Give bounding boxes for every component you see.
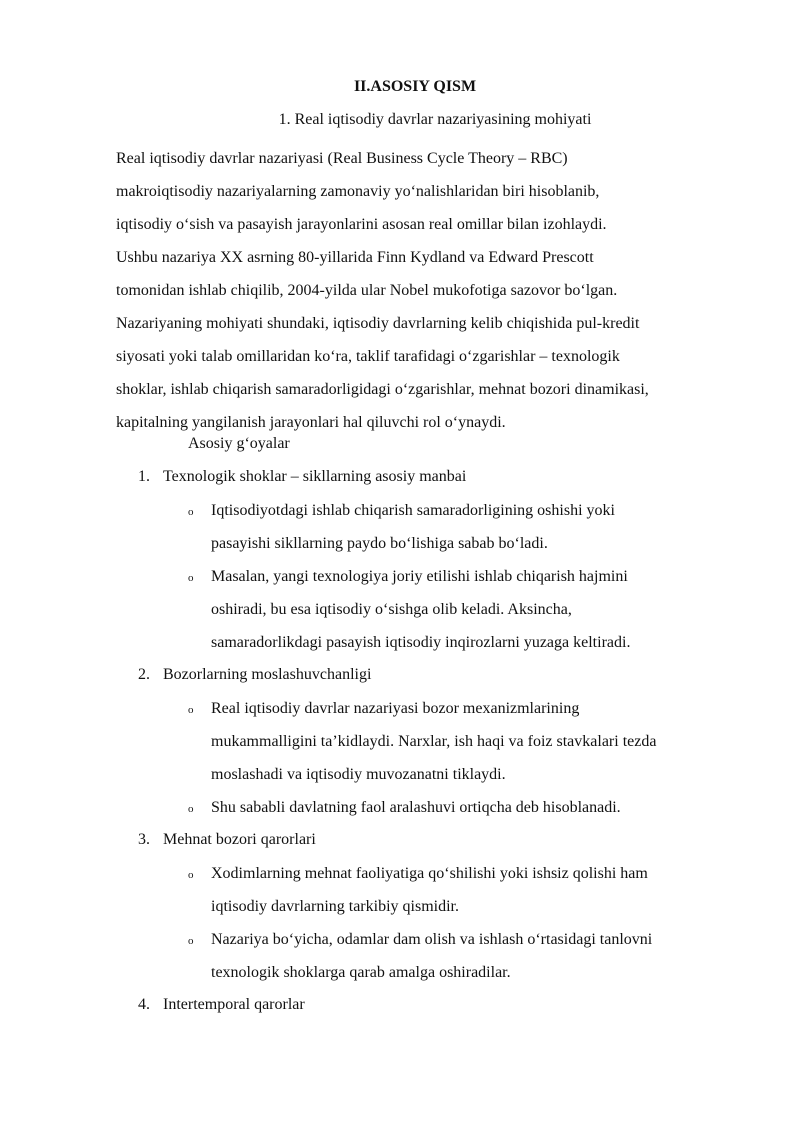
intro-line: tomonidan ishlab chiqilib, 2004-yilda ular Nobel mukofotiga sazovor bo‘lgan. xyxy=(116,282,618,299)
intro-line: kapitalning yangilanish jarayonlari hal qiluvchi rol o‘ynaydi. xyxy=(116,414,506,431)
intro-paragraph xyxy=(116,142,776,439)
list-item-number: 1. xyxy=(138,468,150,485)
list-item-number: 3. xyxy=(138,831,150,848)
bullet-mark: o xyxy=(188,572,194,584)
intro-line: Ushbu nazariya XX asrning 80-yillarida Finn Kydland va Edward Prescott xyxy=(116,249,594,266)
sub-bullet-text: Xodimlarning mehnat faoliyatiga qo‘shilishi yoki ishsiz qolishi ham iqtisodiy davrlarning tarkibiy qismidir. xyxy=(211,865,648,915)
ideas-heading: Asosiy g‘oyalar xyxy=(188,435,290,452)
intro-line: shoklar, ishlab chiqarish samaradorligidagi o‘zgarishlar, mehnat bozori dinamikasi, xyxy=(116,381,649,398)
bullet-mark: o xyxy=(188,803,194,815)
bullet-mark: o xyxy=(188,506,194,518)
list-item-title: Bozorlarning moslashuvchanligi xyxy=(163,666,372,683)
list-item-number: 4. xyxy=(138,996,150,1013)
sub-bullet-text: Real iqtisodiy davrlar nazariyasi bozor mexanizmlarining mukammalligini ta’kidlaydi. Narxlar, ish haqi va foiz stavkalari tezda moslashadi va iqtisodiy muvozanatni tiklaydi. xyxy=(211,700,657,783)
intro-line: Real iqtisodiy davrlar nazariyasi (Real Business Cycle Theory – RBC) xyxy=(116,150,568,167)
section-title: II.ASOSIY QISM xyxy=(353,78,477,95)
list-item-number: 2. xyxy=(138,666,150,683)
list-item-title: Intertemporal qarorlar xyxy=(163,996,305,1013)
sub-bullet-text: Iqtisodiyotdagi ishlab chiqarish samaradorligining oshishi yoki pasayishi sikllarning paydo bo‘lishiga sabab bo‘ladi. xyxy=(211,502,615,552)
bullet-mark: o xyxy=(188,935,194,947)
bullet-mark: o xyxy=(188,704,194,716)
list-item-title: Texnologik shoklar – sikllarning asosiy manbai xyxy=(163,468,467,485)
intro-line: iqtisodiy o‘sish va pasayish jarayonlarini asosan real omillar bilan izohlaydi. xyxy=(116,216,607,233)
intro-line: makroiqtisodiy nazariyalarning zamonaviy yo‘nalishlaridan biri hisoblanib, xyxy=(116,183,600,200)
sub-bullet-text: Shu sababli davlatning faol aralashuvi ortiqcha deb hisoblanadi. xyxy=(211,799,621,816)
sub-bullet-text: Masalan, yangi texnologiya joriy etilishi ishlab chiqarish hajmini oshiradi, bu esa iqtisodiy o‘sishga olib keladi. Aksincha, samaradorlikdagi pasayish iqtisodiy inqirozlarni yuzaga keltiradi. xyxy=(211,568,631,651)
list-item-title: Mehnat bozori qarorlari xyxy=(163,831,316,848)
section-subtitle: 1. Real iqtisodiy davrlar nazariyasining mohiyati xyxy=(278,111,592,128)
intro-line: Nazariyaning mohiyati shundaki, iqtisodiy davrlarning kelib chiqishida pul-kredit xyxy=(116,315,640,332)
bullet-mark: o xyxy=(188,869,194,881)
sub-bullet-text: Nazariya bo‘yicha, odamlar dam olish va ishlash o‘rtasidagi tanlovni texnologik shoklarga qarab amalga oshiradilar. xyxy=(211,931,653,981)
intro-line: siyosati yoki talab omillaridan ko‘ra, taklif tarafidagi o‘zgarishlar – texnologik xyxy=(116,348,620,365)
